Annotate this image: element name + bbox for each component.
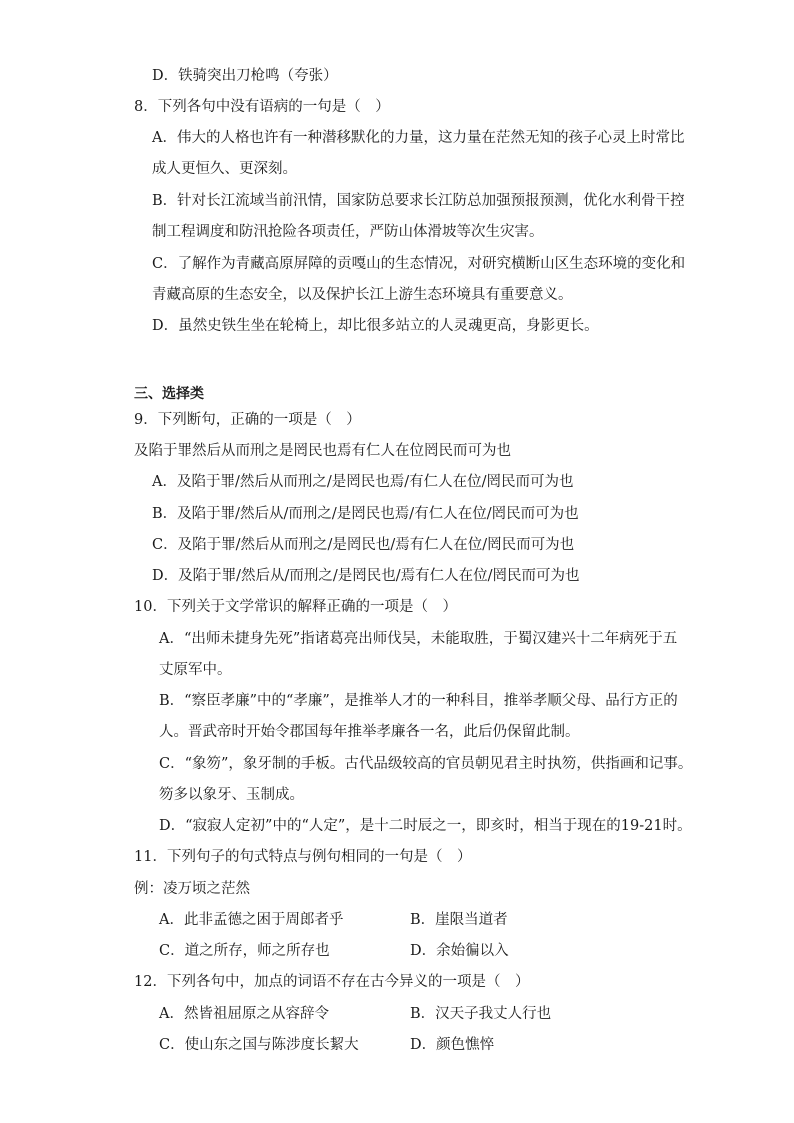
q10-option-a-line1: A．“出师未捷身先死”指诸葛亮出师伐吴，未能取胜，于蜀汉建兴十二年病死于五 [159, 631, 678, 647]
q9-option-c: C．及陷于罪/然后从而刑之/是罔民也/焉有仁人在位/罔民而可为也 [152, 537, 575, 553]
q12-option-b: B．汉天子我丈人行也 [410, 1006, 552, 1022]
q8-option-d: D．虽然史铁生坐在轮椅上，却比很多站立的人灵魂更高，身影更长。 [152, 318, 599, 334]
q10-stem: 10．下列关于文学常识的解释正确的一项是（ ） [134, 599, 457, 615]
q8-option-a-line1: A．伟大的人格也许有一种潜移默化的力量，这力量在茫然无知的孩子心灵上时常比 [152, 130, 685, 146]
q9-option-d: D．及陷于罪/然后从/而刑之/是罔民也/焉有仁人在位/罔民而可为也 [152, 568, 580, 584]
q12-option-c: C．使山东之国与陈涉度长絜大 [159, 1037, 359, 1053]
q10-option-a-line2: 丈原军中。 [159, 662, 232, 678]
q10-option-c-line2: 笏多以象牙、玉制成。 [159, 787, 304, 803]
q9-stem: 9．下列断句，正确的一项是（ ） [134, 412, 361, 428]
q7-option-d: D．铁骑突出刀枪鸣（夸张） [152, 68, 338, 84]
section-heading: 三、选择类 [134, 386, 204, 402]
q12-stem: 12．下列各句中，加点的词语不存在古今异义的一项是（ ） [134, 974, 530, 990]
q12-option-d: D．颜色憔悴 [410, 1037, 495, 1053]
q12-option-a: A．然皆祖屈原之从容辞令 [159, 1006, 329, 1022]
q9-option-b: B．及陷于罪/然后从/而刑之/是罔民也焉/有仁人在位/罔民而可为也 [152, 506, 579, 522]
q11-option-a: A．此非孟德之困于周郎者乎 [159, 912, 344, 928]
q8-option-a-line2: 成人更恒久、更深刻。 [152, 161, 297, 177]
q8-stem: 8．下列各句中没有语病的一句是（ ） [134, 99, 390, 115]
q9-text: 及陷于罪然后从而刑之是罔民也焉有仁人在位罔民而可为也 [134, 443, 511, 459]
q11-option-c: C．道之所存，师之所存也 [159, 943, 330, 959]
q10-option-b-line1: B．“察臣孝廉”中的“孝廉”，是推举人才的一种科目，推举孝顺父母、品行方正的 [159, 693, 678, 709]
q11-option-b: B．崖限当道者 [410, 912, 508, 928]
q8-option-b-line2: 制工程调度和防汛抢险各项责任，严防山体滑坡等次生灾害。 [152, 224, 544, 240]
q10-option-c-line1: C．“象笏”，象牙制的手板。古代品级较高的官员朝见君主时执笏，供指画和记事。 [159, 756, 693, 772]
q11-stem: 11．下列句子的句式特点与例句相同的一句是（ ） [134, 849, 472, 865]
q11-option-d: D．余始徧以入 [410, 943, 509, 959]
q8-option-c-line2: 青藏高原的生态安全，以及保护长江上游生态环境具有重要意义。 [152, 287, 573, 303]
q10-option-b-line2: 人。晋武帝时开始令郡国每年推举孝廉各一名，此后仍保留此制。 [159, 724, 580, 740]
q8-option-b-line1: B．针对长江流域当前汛情，国家防总要求长江防总加强预报预测，优化水利骨干控 [152, 193, 685, 209]
q9-option-a: A．及陷于罪/然后从而刑之/是罔民也焉/有仁人在位/罔民而可为也 [152, 474, 574, 490]
q11-example: 例：凌万顷之茫然 [134, 881, 250, 897]
q10-option-d: D．“寂寂人定初”中的“人定”，是十二时辰之一，即亥时，相当于现在的19-21时。 [159, 818, 692, 834]
q8-option-c-line1: C．了解作为青藏高原屏障的贡嘎山的生态情况，对研究横断山区生态环境的变化和 [152, 256, 686, 272]
